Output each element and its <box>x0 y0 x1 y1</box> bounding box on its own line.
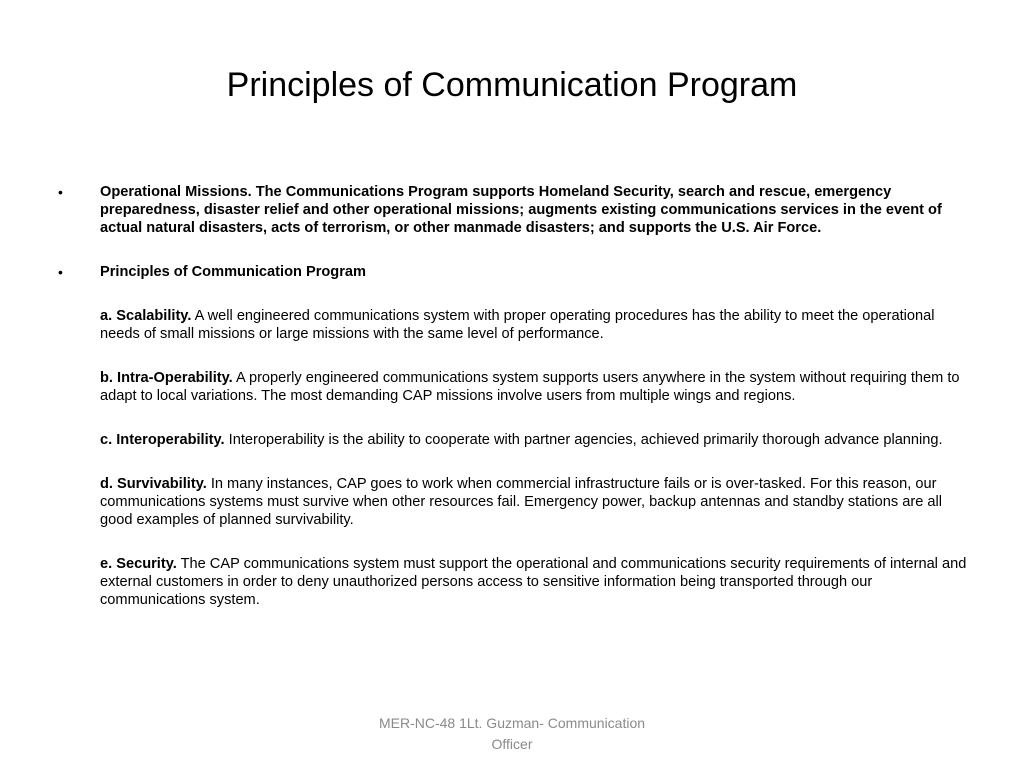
principle-term: a. Scalability. <box>100 308 192 324</box>
bullet-text: Principles of Communication Program <box>100 264 366 280</box>
bullet-operational-missions <box>58 183 970 237</box>
principle-term: e. Security. <box>100 556 177 572</box>
principle-description: A well engineered communications system with proper operating procedures has the ability to meet the operational needs of small missions or large missions with the same level of performance. <box>100 308 935 342</box>
footer-line-2: Officer <box>491 736 533 752</box>
slide-content <box>58 183 970 635</box>
bullet-principles-heading <box>58 263 970 281</box>
slide-title: Principles of Communication Program <box>226 66 798 104</box>
bullet-marker: • <box>58 184 63 200</box>
principle-term: d. Survivability. <box>100 476 207 492</box>
principle-term: b. Intra-Operability. <box>100 370 233 386</box>
slide-footer <box>352 713 672 755</box>
principle-description: In many instances, CAP goes to work when commercial infrastructure fails or is over-tasked. For this reason, our communications systems must survive when other resources fail. Emergency power, backup antennas and standby stations are all good examples of planned survivability. <box>100 476 942 528</box>
principle-description: A properly engineered communications system supports users anywhere in the system without requiring them to adapt to local variations. The most demanding CAP missions involve users from multiple wings and regions. <box>100 370 960 404</box>
principle-description: Interoperability is the ability to cooperate with partner agencies, achieved primarily thorough advance planning. <box>224 432 943 448</box>
principle-survivability <box>58 475 970 529</box>
principle-description: The CAP communications system must support the operational and communications security requirements of internal and external customers in order to deny unauthorized persons access to sensitive information being transported through our communications system. <box>100 556 967 608</box>
principle-term: c. Interoperability. <box>100 432 225 448</box>
bullet-marker: • <box>58 264 63 280</box>
bullet-text: Operational Missions. The Communications Program supports Homeland Security, search and rescue, emergency preparedness, disaster relief and other operational missions; augments existing communications services in the event of actual natural disasters, acts of terrorism, or other manmade disasters; and supports the U.S. Air Force. <box>100 184 942 236</box>
principle-security <box>58 555 970 609</box>
principle-interoperability <box>58 431 970 449</box>
principle-scalability <box>58 307 970 343</box>
footer-line-1: MER-NC-48 1Lt. Guzman- Communication <box>378 715 646 731</box>
principle-intra-operability <box>58 369 970 405</box>
